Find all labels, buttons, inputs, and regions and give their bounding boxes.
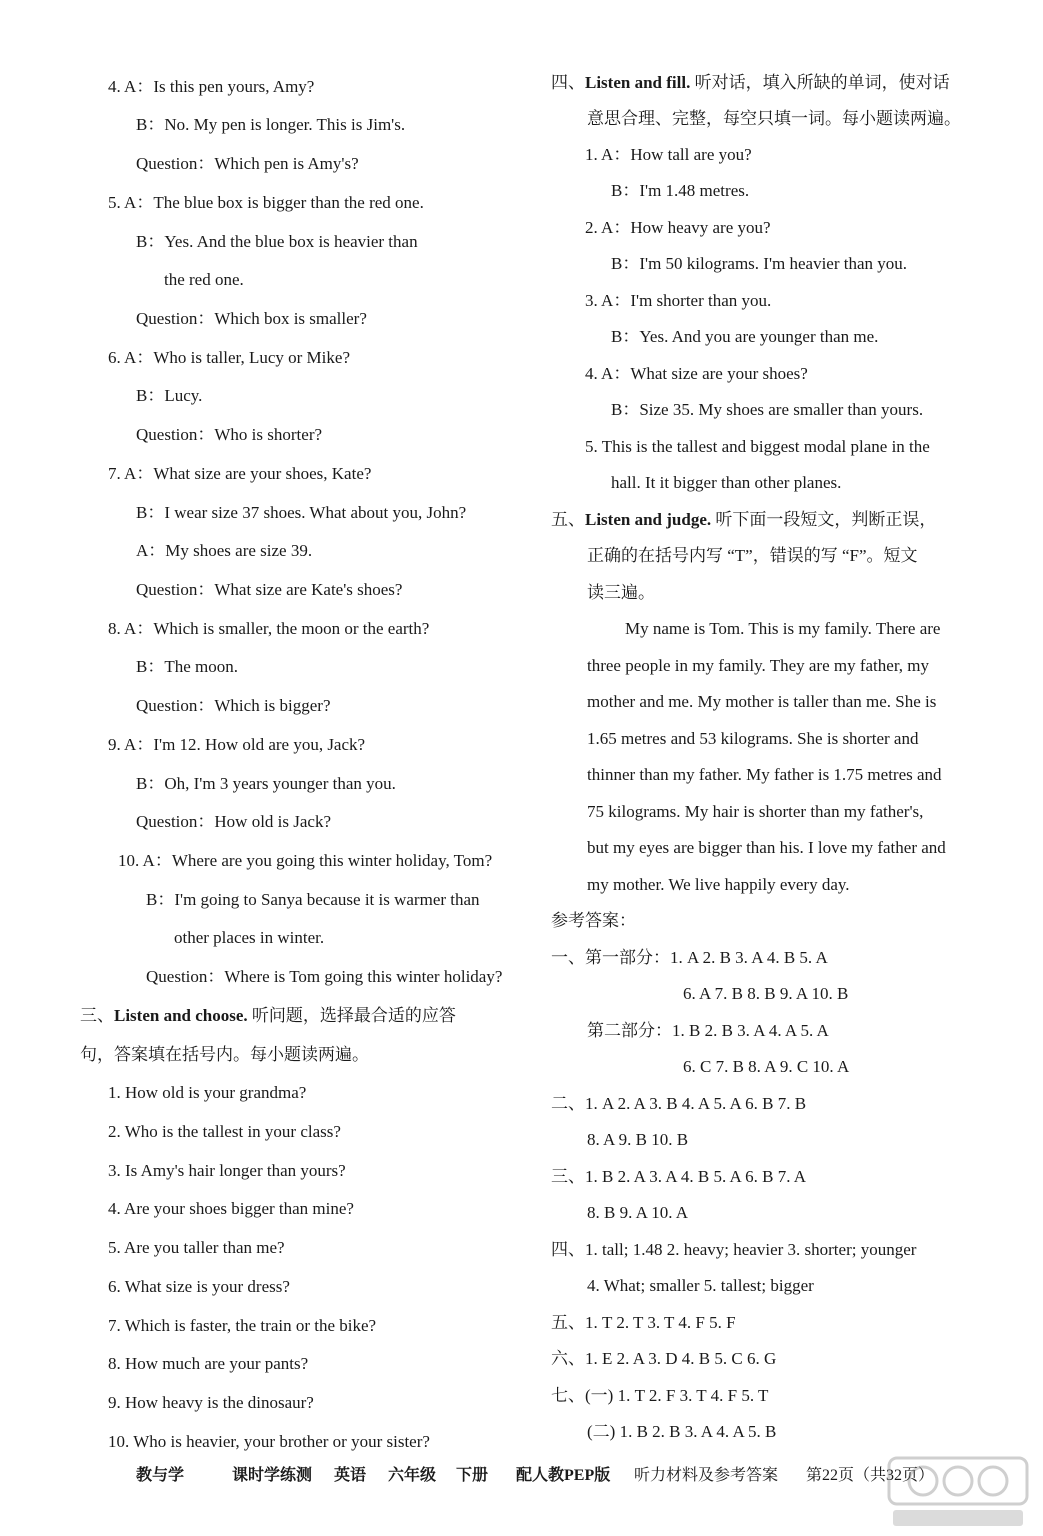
left-text-line: 7. A：What size are your shoes, Kate? — [108, 464, 372, 483]
left-text-line: Question：Which pen is Amy's? — [136, 154, 359, 173]
right-text-line: 6. C 7. B 8. A 9. C 10. A — [683, 1057, 850, 1076]
left-text-line: Question：Who is shorter? — [136, 425, 323, 444]
footer-edition: 配人教PEP版 — [516, 1467, 611, 1484]
right-text-line: 8. B 9. A 10. A — [587, 1203, 689, 1222]
footer-grade: 六年级 — [388, 1467, 437, 1484]
left-text-line: 6. What size is your dress? — [108, 1277, 290, 1296]
footer-volume: 下册 — [456, 1467, 489, 1484]
left-text-line: B：The moon. — [136, 657, 238, 676]
left-text-line: B：Lucy. — [136, 386, 203, 405]
watermark-logo — [883, 1452, 1033, 1532]
right-text-line: my mother. We live happily every day. — [587, 875, 850, 894]
left-text-line: 句，答案填在括号内。每小题读两遍。 — [80, 1045, 369, 1064]
section-5-heading: 五、Listen and judge. 听下面一段短文，判断正误， — [551, 510, 937, 529]
section-3-heading: 三、Listen and choose. 听问题，选择最合适的应答 — [80, 1006, 456, 1025]
left-text-line: A：My shoes are size 39. — [136, 541, 313, 560]
right-text-line: mother and me. My mother is taller than me. She is — [587, 692, 937, 711]
right-text-line: 一、第一部分：1. A 2. B 3. A 4. B 5. A — [551, 948, 828, 967]
right-text-line: 六、1. E 2. A 3. D 4. B 5. C 6. G — [551, 1349, 777, 1368]
left-text-line: B：Oh, I'm 3 years younger than you. — [136, 774, 396, 793]
left-text-line: 3. Is Amy's hair longer than yours? — [108, 1161, 346, 1180]
footer-page: 第22页（共32页） — [806, 1467, 935, 1484]
right-text-line: 正确的在括号内写 “T”，错误的写 “F”。短文 — [587, 546, 918, 565]
footer-series: 课时学练测 — [232, 1467, 313, 1484]
right-text-line: (二) 1. B 2. B 3. A 4. A 5. B — [587, 1422, 777, 1441]
left-text-line: 9. How heavy is the dinosaur? — [108, 1393, 314, 1412]
right-text-line: B：Yes. And you are younger than me. — [611, 327, 879, 346]
footer-subject: 英语 — [334, 1467, 367, 1484]
right-text-line: thinner than my father. My father is 1.75 metres and — [587, 765, 942, 784]
right-text-line: 参考答案： — [551, 911, 636, 930]
right-text-line: but my eyes are bigger than his. I love my father and — [587, 838, 946, 857]
left-text-line: 8. A：Which is smaller, the moon or the earth? — [108, 619, 430, 638]
left-text-line: Question：Which box is smaller? — [136, 309, 367, 328]
right-text-line: 75 kilograms. My hair is shorter than my father's, — [587, 802, 924, 821]
left-text-line: 10. Who is heavier, your brother or your sister? — [108, 1432, 430, 1451]
left-text-line: 1. How old is your grandma? — [108, 1083, 307, 1102]
left-text-line: 5. Are you taller than me? — [108, 1238, 285, 1257]
left-text-line: B：No. My pen is longer. This is Jim's. — [136, 115, 406, 134]
left-text-line: Question：Which is bigger? — [136, 696, 331, 715]
footer-brand: 教与学 — [136, 1467, 185, 1484]
footer-section: 听力材料及参考答案 — [634, 1467, 779, 1484]
right-text-line: 二、1. A 2. A 3. B 4. A 5. A 6. B 7. B — [551, 1094, 807, 1113]
section-4-heading: 四、Listen and fill. 听对话，填入所缺的单词，使对话 — [551, 73, 950, 92]
left-text-line: 4. Are your shoes bigger than mine? — [108, 1199, 354, 1218]
right-text-line: 七、(一) 1. T 2. F 3. T 4. F 5. T — [551, 1386, 769, 1405]
right-text-line: 4. What; smaller 5. tallest; bigger — [587, 1276, 814, 1295]
left-text-line: 6. A：Who is taller, Lucy or Mike? — [108, 348, 350, 367]
right-text-line: 意思合理、完整，每空只填一词。每小题读两遍。 — [587, 109, 961, 128]
right-text-line: 读三遍。 — [587, 583, 655, 602]
left-text-line: 10. A：Where are you going this winter holiday, Tom? — [118, 851, 493, 870]
left-text-line: B：Yes. And the blue box is heavier than — [136, 232, 418, 251]
left-text-line: other places in winter. — [174, 928, 325, 947]
left-text-line: B：I'm going to Sanya because it is warmer than — [146, 890, 480, 909]
right-text-line: 1.65 metres and 53 kilograms. She is shorter and — [587, 729, 919, 748]
left-text-line: 7. Which is faster, the train or the bike? — [108, 1316, 377, 1335]
right-text-line: 五、1. T 2. T 3. T 4. F 5. F — [551, 1313, 736, 1332]
right-text-line: 6. A 7. B 8. B 9. A 10. B — [683, 984, 849, 1003]
left-text-line: 8. How much are your pants? — [108, 1354, 309, 1373]
right-text-line: 1. A：How tall are you? — [585, 145, 752, 164]
left-text-line: 2. Who is the tallest in your class? — [108, 1122, 341, 1141]
left-text-line: the red one. — [164, 270, 244, 289]
right-text-line: 四、1. tall; 1.48 2. heavy; heavier 3. shorter; younger — [551, 1240, 917, 1259]
right-text-line: 4. A：What size are your shoes? — [585, 364, 808, 383]
left-text-line: Question：How old is Jack? — [136, 812, 332, 831]
right-text-line: 第二部分：1. B 2. B 3. A 4. A 5. A — [587, 1021, 829, 1040]
right-text-line: three people in my family. They are my father, my — [587, 656, 930, 675]
right-text-line: hall. It it bigger than other planes. — [611, 473, 842, 492]
left-text-line: 4. A：Is this pen yours, Amy? — [108, 77, 315, 96]
right-text-line: My name is Tom. This is my family. There are — [625, 619, 941, 638]
right-text-line: 三、1. B 2. A 3. A 4. B 5. A 6. B 7. A — [551, 1167, 807, 1186]
right-text-line: B：Size 35. My shoes are smaller than yours. — [611, 400, 924, 419]
right-text-line: B：I'm 1.48 metres. — [611, 181, 750, 200]
right-text-line: 2. A：How heavy are you? — [585, 218, 771, 237]
left-text-line: Question：What size are Kate's shoes? — [136, 580, 403, 599]
left-text-line: 5. A：The blue box is bigger than the red one. — [108, 193, 424, 212]
right-text-line: 5. This is the tallest and biggest modal plane in the — [585, 437, 930, 456]
left-text-line: 9. A：I'm 12. How old are you, Jack? — [108, 735, 366, 754]
right-text-line: 8. A 9. B 10. B — [587, 1130, 689, 1149]
right-text-line: 3. A：I'm shorter than you. — [585, 291, 772, 310]
right-text-line: B：I'm 50 kilograms. I'm heavier than you. — [611, 254, 908, 273]
left-text-line: Question：Where is Tom going this winter holiday? — [146, 967, 503, 986]
left-text-line: B：I wear size 37 shoes. What about you, John? — [136, 503, 467, 522]
